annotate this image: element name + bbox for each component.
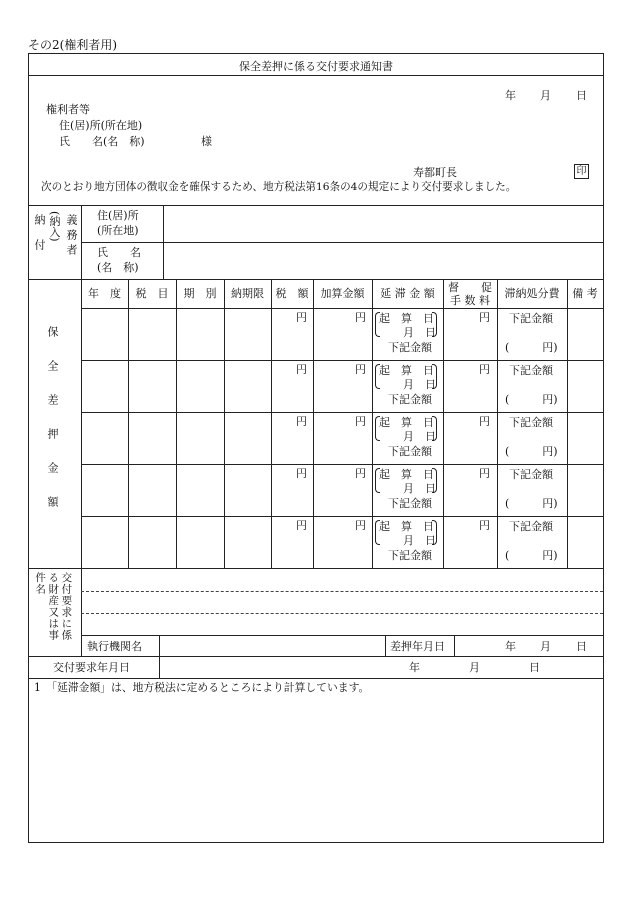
- intro-text: 次のとおり地方団体の徴収金を確保するため、地方税法第16条の4の規定により交付要求しました。: [41, 181, 517, 193]
- obligor-address-label-1: 住(居)所: [97, 209, 139, 222]
- tax-amount-yen: 円: [296, 415, 307, 428]
- obligor-label-paren: (納入): [48, 211, 61, 242]
- seizure-year: 年: [505, 640, 516, 653]
- obligor-address-label-2: (所在地): [97, 224, 139, 237]
- rule: [159, 656, 160, 678]
- document-label: その2(権利者用): [28, 38, 117, 52]
- request-year: 年: [409, 661, 420, 674]
- rule: [29, 678, 603, 679]
- disposal-below-amount: 下記金額: [509, 468, 553, 481]
- obligor-label-main: 納付: [33, 214, 46, 264]
- rule: [81, 242, 603, 243]
- rule: [313, 279, 314, 568]
- disposal-below-amount: 下記金額: [509, 416, 553, 429]
- month-day-label: 月 日: [403, 378, 436, 391]
- request-day: 日: [529, 661, 540, 674]
- request-month: 月: [469, 661, 480, 674]
- col-note: 備 考: [572, 287, 598, 300]
- recipient-name-label: 氏 名(名 称): [59, 135, 145, 148]
- rule: [454, 635, 455, 656]
- col-fee-1: 督 促: [448, 281, 492, 294]
- rule: [81, 464, 603, 465]
- request-date-label: 交付要求年月日: [53, 661, 130, 674]
- start-date-label: 起 算 日: [379, 520, 434, 533]
- col-tax-amount: 税 額: [275, 287, 309, 300]
- fee-yen: 円: [479, 519, 490, 532]
- rule: [29, 75, 603, 76]
- tax-amount-yen: 円: [296, 363, 307, 376]
- below-amount-label: 下記金額: [388, 497, 432, 510]
- rule: [81, 516, 603, 517]
- month-day-label: 月 日: [403, 430, 436, 443]
- rule: [81, 308, 603, 309]
- disposal-paren-yen: ( 円): [505, 341, 558, 354]
- rule: [271, 279, 272, 568]
- rule: [128, 279, 129, 568]
- tax-amount-yen: 円: [296, 311, 307, 324]
- start-date-label: 起 算 日: [379, 468, 434, 481]
- notice-form: [28, 53, 604, 843]
- rule: [385, 635, 386, 656]
- col-due: 納期限: [231, 287, 264, 300]
- below-amount-label: 下記金額: [388, 393, 432, 406]
- disposal-paren-yen: ( 円): [505, 549, 558, 562]
- date-year: 年: [505, 89, 516, 102]
- col-period: 期 別: [183, 287, 217, 300]
- disposal-below-amount: 下記金額: [509, 312, 553, 325]
- fee-yen: 円: [479, 415, 490, 428]
- recipient-honorific: 様: [201, 135, 212, 148]
- dashed-rule: [81, 613, 603, 614]
- recipient-address-label: 住(居)所(所在地): [59, 119, 143, 132]
- obligor-label-sub: 義務者: [65, 214, 78, 259]
- month-day-label: 月 日: [403, 482, 436, 495]
- tax-amount-yen: 円: [296, 519, 307, 532]
- additional-yen: 円: [355, 519, 366, 532]
- rule: [224, 279, 225, 568]
- col-delinquent: 延 滞 金 額: [380, 287, 435, 300]
- disposal-paren-yen: ( 円): [505, 393, 558, 406]
- disposal-below-amount: 下記金額: [509, 364, 553, 377]
- seal-mark: 印: [574, 164, 589, 179]
- footnote: 1 「延滞金額」は、地方税法に定めるところにより計算しています。: [34, 681, 370, 694]
- start-date-label: 起 算 日: [379, 364, 434, 377]
- month-day-label: 月 日: [403, 326, 436, 339]
- dashed-rule: [81, 591, 603, 592]
- recipient-heading: 権利者等: [46, 103, 90, 116]
- col-fee-2: 手 数 料: [450, 294, 490, 307]
- seizure-day: 日: [576, 640, 587, 653]
- property-label: 交付要求に係る財産又は事件名: [34, 572, 73, 641]
- additional-yen: 円: [355, 467, 366, 480]
- fee-yen: 円: [479, 467, 490, 480]
- rule: [176, 279, 177, 568]
- rule: [81, 279, 82, 568]
- rule: [29, 656, 603, 657]
- fee-yen: 円: [479, 363, 490, 376]
- seizure-date-label: 差押年月日: [390, 640, 445, 653]
- disposal-paren-yen: ( 円): [505, 497, 558, 510]
- amount-section-label: 保全差押金額: [46, 326, 59, 530]
- rule: [159, 635, 160, 656]
- fee-yen: 円: [479, 311, 490, 324]
- issuer-name: 寿都町長: [413, 166, 457, 179]
- col-disposal: 滞納処分費: [504, 287, 560, 300]
- below-amount-label: 下記金額: [388, 445, 432, 458]
- obligor-name-label-1: 氏 名: [97, 246, 141, 259]
- below-amount-label: 下記金額: [388, 341, 432, 354]
- tax-amount-yen: 円: [296, 467, 307, 480]
- date-day: 日: [576, 89, 587, 102]
- rule: [81, 568, 82, 656]
- date-month: 月: [540, 89, 551, 102]
- rule: [29, 205, 603, 206]
- obligor-name-label-2: (名 称): [97, 261, 139, 274]
- month-day-label: 月 日: [403, 534, 436, 547]
- rule: [497, 279, 498, 568]
- agency-label: 執行機関名: [87, 640, 142, 653]
- rule: [81, 360, 603, 361]
- rule: [29, 568, 603, 569]
- start-date-label: 起 算 日: [379, 312, 434, 325]
- disposal-below-amount: 下記金額: [509, 520, 553, 533]
- start-date-label: 起 算 日: [379, 416, 434, 429]
- rule: [372, 279, 373, 568]
- col-year: 年 度: [88, 287, 121, 300]
- disposal-paren-yen: ( 円): [505, 445, 558, 458]
- below-amount-label: 下記金額: [388, 549, 432, 562]
- rule: [81, 412, 603, 413]
- rule: [443, 279, 444, 568]
- col-additional: 加算金額: [320, 287, 365, 300]
- additional-yen: 円: [355, 415, 366, 428]
- seizure-month: 月: [540, 640, 551, 653]
- col-tax: 税 目: [135, 287, 169, 300]
- form-title: 保全差押に係る交付要求通知書: [239, 60, 393, 73]
- additional-yen: 円: [355, 363, 366, 376]
- additional-yen: 円: [355, 311, 366, 324]
- rule: [567, 279, 568, 568]
- rule: [29, 279, 603, 280]
